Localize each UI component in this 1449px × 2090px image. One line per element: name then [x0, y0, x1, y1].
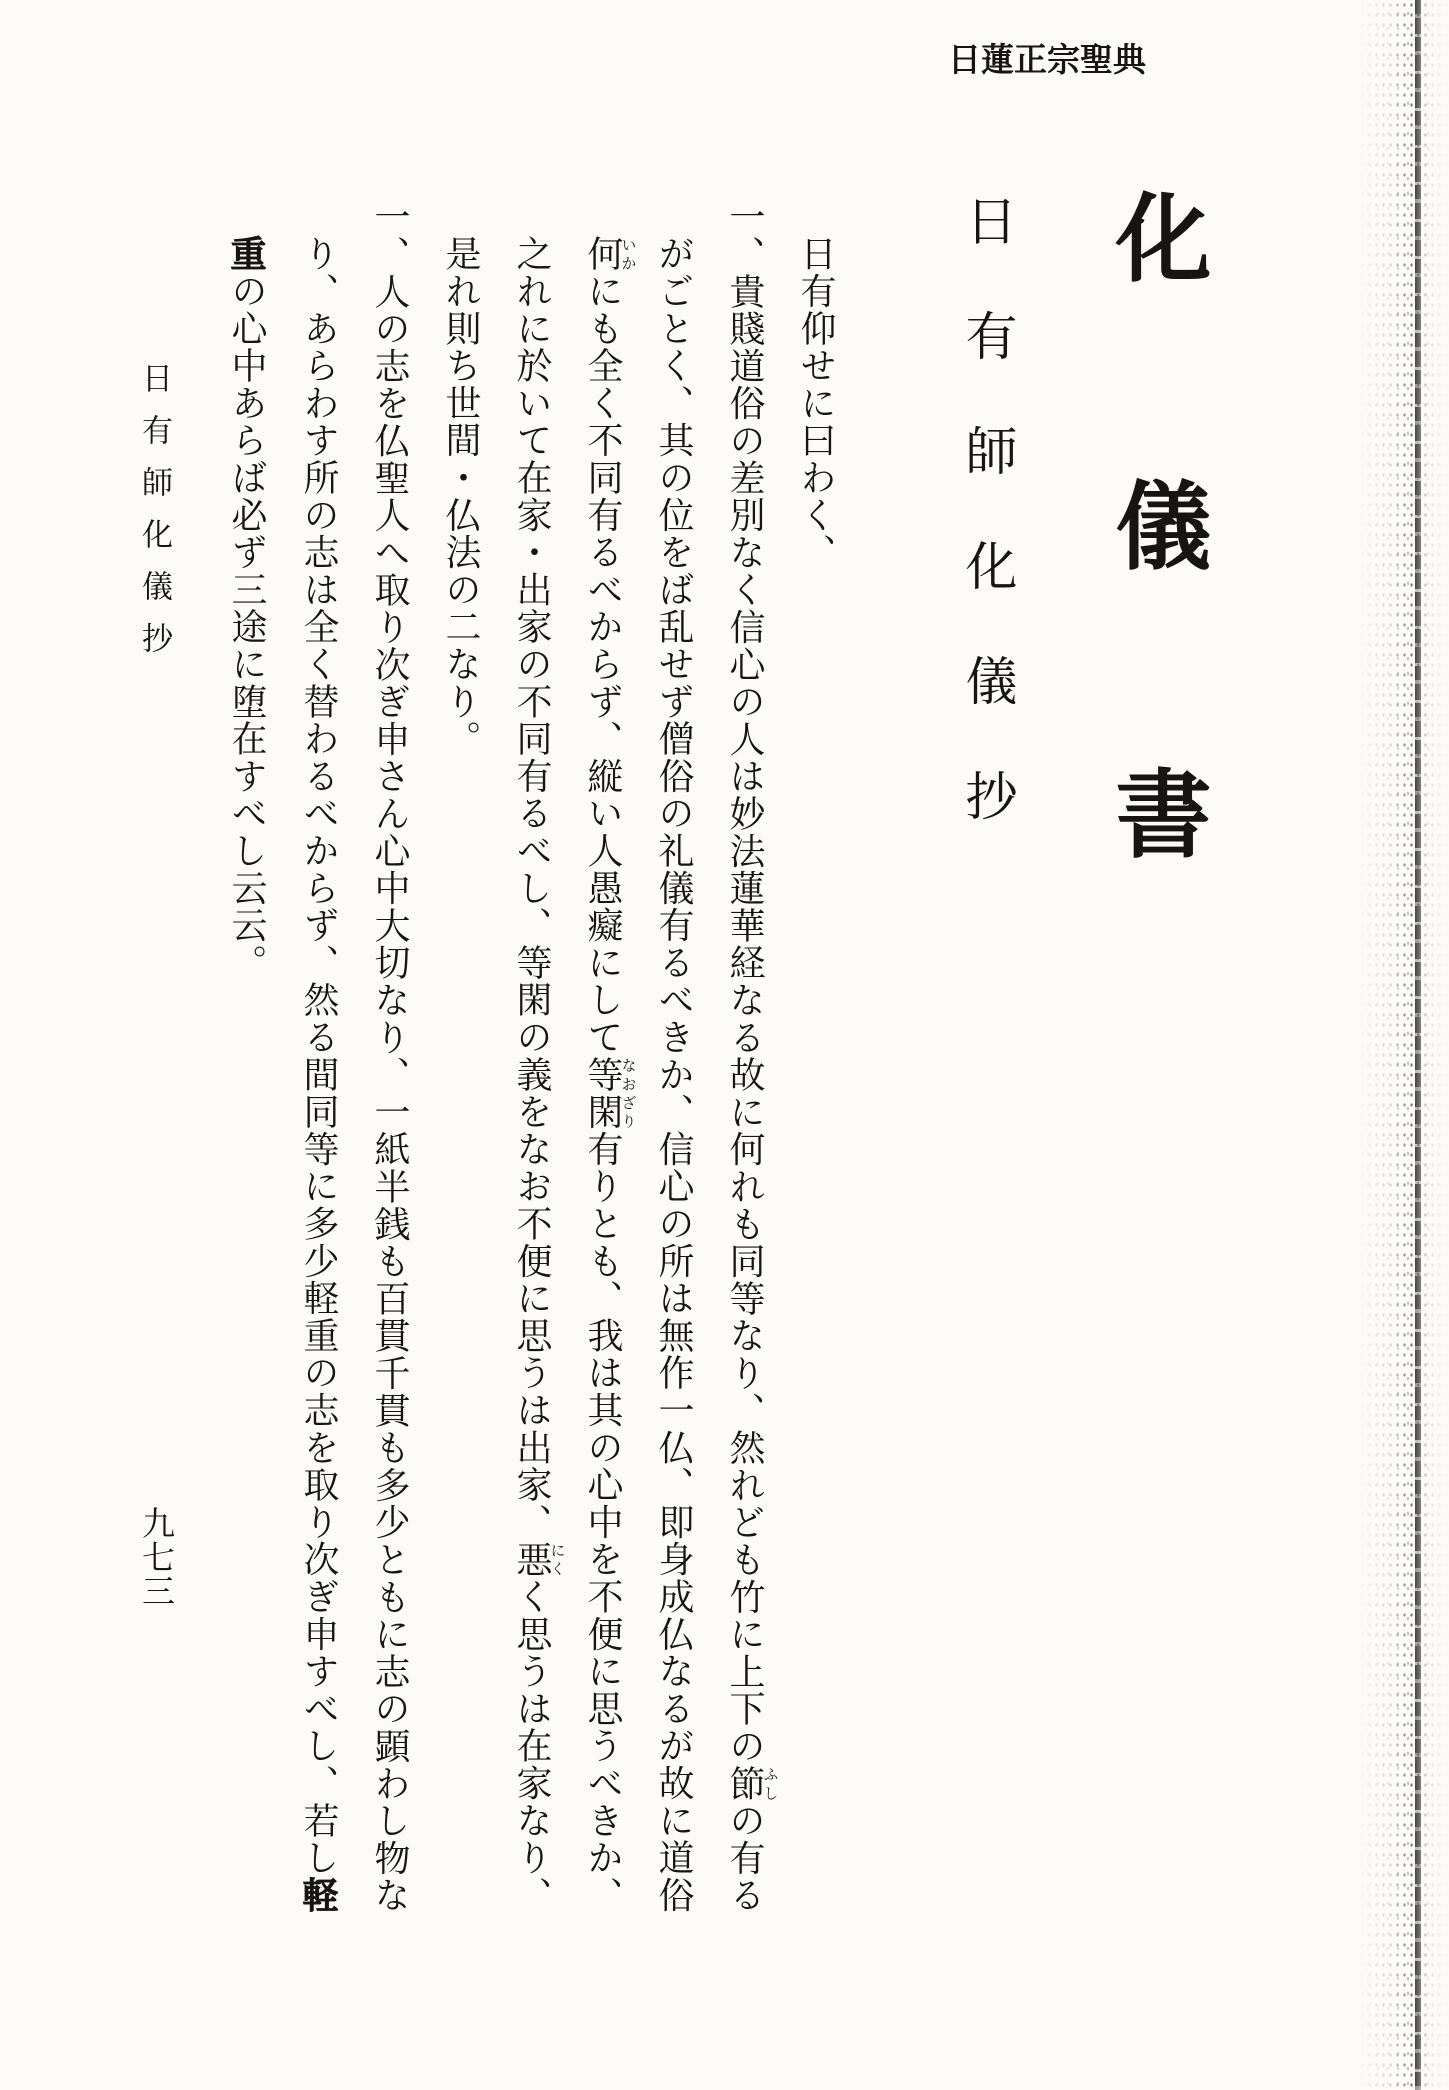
text-column-8: 重の心中あらば必ず三途に堕在すべし云云。: [225, 235, 267, 982]
text-column-1: 一、貴賤道俗の差別なく信心の人は妙法蓮華経なる故に何れも同等なり、然れども竹に上下の節ふしの有る: [724, 198, 780, 1914]
text-column-7: り、あらわす所の志は全く替わるべからず、然る間同等に多少軽重の志を取り次ぎ申すべし、若し軽: [297, 235, 339, 1914]
text-column-4: 之れに於いて在家・出家の不同有るべし、等閑の義をなお不便に思うは出家、悪にくく思うは在家なり、: [511, 235, 567, 1914]
text-column-intro: 日有仰せに曰わく、: [795, 235, 836, 571]
document-title: 化儀書: [1100, 188, 1213, 1052]
page-edge-line: [1415, 0, 1421, 2090]
text-column-6: 一、人の志を仏聖人へ取り次ぎ申さん心中大切なり、一紙半銭も百貫千貫も多少ともに志の顕わし物な: [369, 198, 410, 1914]
text-column-2: がごとく、其の位をば乱せず僧俗の礼儀有るべきか、信心の所は無作一仏、即身成仏なるが故に道俗: [653, 235, 694, 1914]
margin-title: 日有師化儀抄: [136, 362, 172, 674]
heavy-glyph: 重: [225, 235, 267, 273]
page-number: 九七三: [137, 1506, 176, 1608]
heavy-glyph: 軽: [297, 1876, 339, 1914]
scan-gutter-shadow: [1359, 0, 1449, 2090]
text-column-5: 是れ則ち世間・仏法の二なり。: [440, 235, 481, 758]
document-subtitle: 日有師化儀抄: [956, 194, 1016, 884]
body-text: [210, 198, 851, 1928]
edition-header: 日蓮正宗聖典: [948, 40, 1146, 79]
text-column-3: 何いかにも全く不同有るべからず、縦い人愚癡にして等閑なおざり有りとも、我は其の心中を不便に思うべきか、: [582, 235, 638, 1914]
